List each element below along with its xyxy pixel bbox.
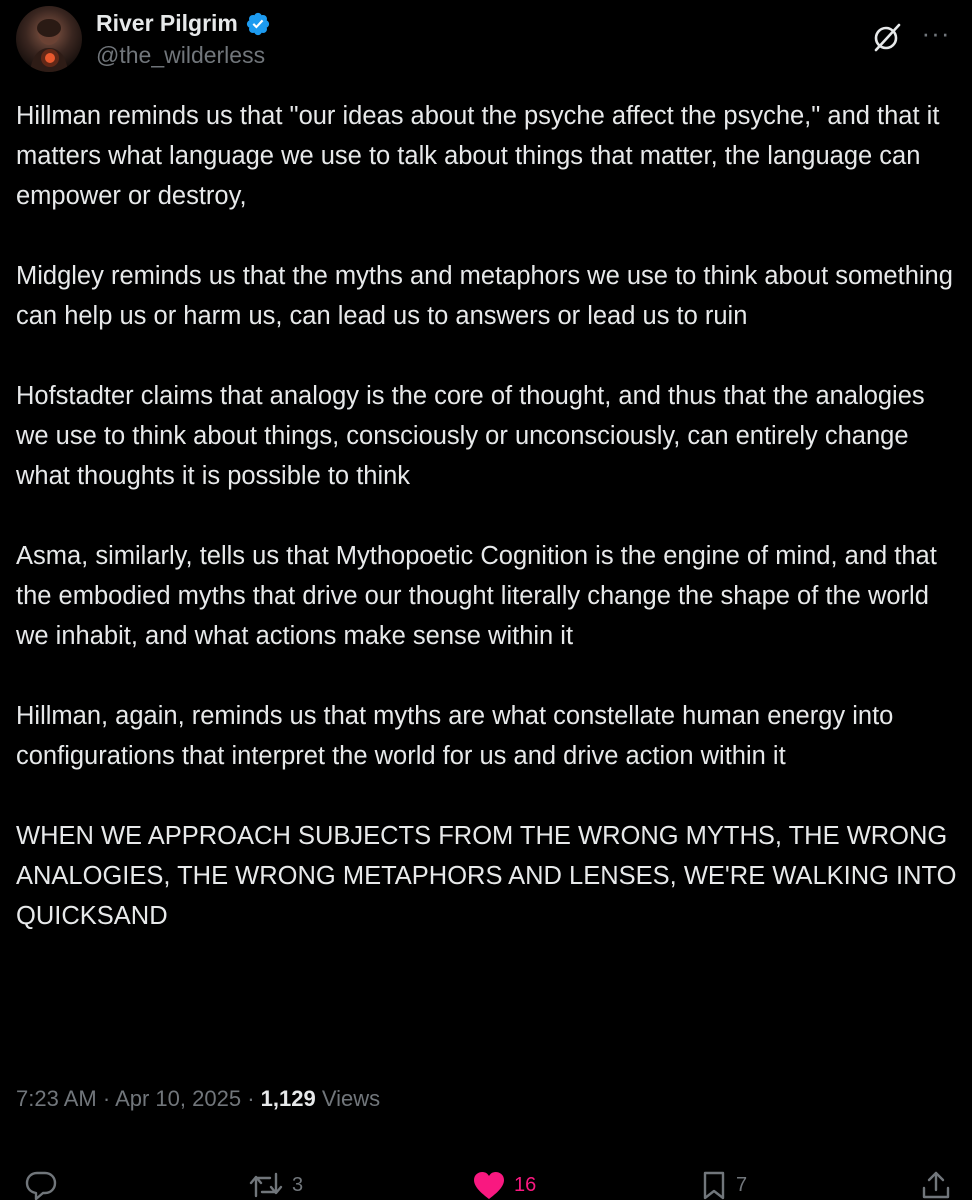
tweet-paragraph: Midgley reminds us that the myths and metaphors we use to think about something can help us or harm us, can lead us to answers or lead us to ruin (16, 262, 953, 330)
bookmark-button[interactable] (700, 1170, 747, 1200)
meta-separator: · (247, 1086, 255, 1111)
like-count: 16 (514, 1173, 537, 1196)
reply-button[interactable] (24, 1170, 66, 1200)
tweet-paragraph: Hillman reminds us that "our ideas about the psyche affect the psyche," and that it matters what language we use to talk about things that matter, the language can empower or destroy, (16, 102, 940, 210)
author-info (96, 10, 271, 69)
bookmark-icon (700, 1170, 728, 1200)
tweet-header (16, 6, 956, 76)
retweet-icon (248, 1170, 284, 1200)
share-icon (920, 1170, 952, 1200)
author-display-name[interactable]: River Pilgrim (96, 10, 238, 36)
tweet-paragraph: Hofstadter claims that analogy is the core of thought, and thus that the analogies we use to think about things, consciously or unconsciously, can entirely change what thoughts it is possible to think (16, 382, 925, 490)
tweet-meta (16, 1086, 380, 1112)
avatar[interactable] (16, 6, 82, 72)
share-button[interactable] (920, 1170, 952, 1200)
heart-icon (472, 1170, 506, 1200)
avatar-portrait-icon (16, 6, 82, 72)
views-label: Views (321, 1086, 381, 1111)
tweet-paragraph: Asma, similarly, tells us that Mythopoetic Cognition is the engine of mind, and that the embodied myths that drive our thought literally change the shape of the world we inhabit, and what actions make sense within it (16, 542, 937, 650)
author-handle[interactable]: @the_wilderless (96, 42, 266, 68)
grok-icon[interactable] (870, 20, 904, 54)
tweet-text (16, 96, 964, 936)
like-button[interactable] (472, 1170, 536, 1200)
bookmark-count: 7 (736, 1173, 748, 1196)
views-count: 1,129 (260, 1086, 316, 1111)
action-bar (0, 1160, 972, 1200)
verified-badge-icon[interactable] (245, 11, 271, 37)
retweet-count: 3 (292, 1173, 304, 1196)
meta-separator: · (102, 1086, 111, 1111)
tweet-time[interactable]: 7:23 AM (16, 1086, 97, 1111)
retweet-button[interactable] (248, 1170, 303, 1200)
tweet-date[interactable]: Apr 10, 2025 (115, 1086, 242, 1111)
tweet-paragraph: Hillman, again, reminds us that myths are what constellate human energy into configurations that interpret the world for us and drive action within it (16, 702, 894, 770)
reply-icon (24, 1170, 58, 1200)
more-icon[interactable]: ··· (921, 18, 951, 48)
tweet-paragraph: WHEN WE APPROACH SUBJECTS FROM THE WRONG MYTHS, THE WRONG ANALOGIES, THE WRONG METAPHORS AND LENSES, WE'RE WALKING INTO QUICKSAND (16, 822, 957, 930)
